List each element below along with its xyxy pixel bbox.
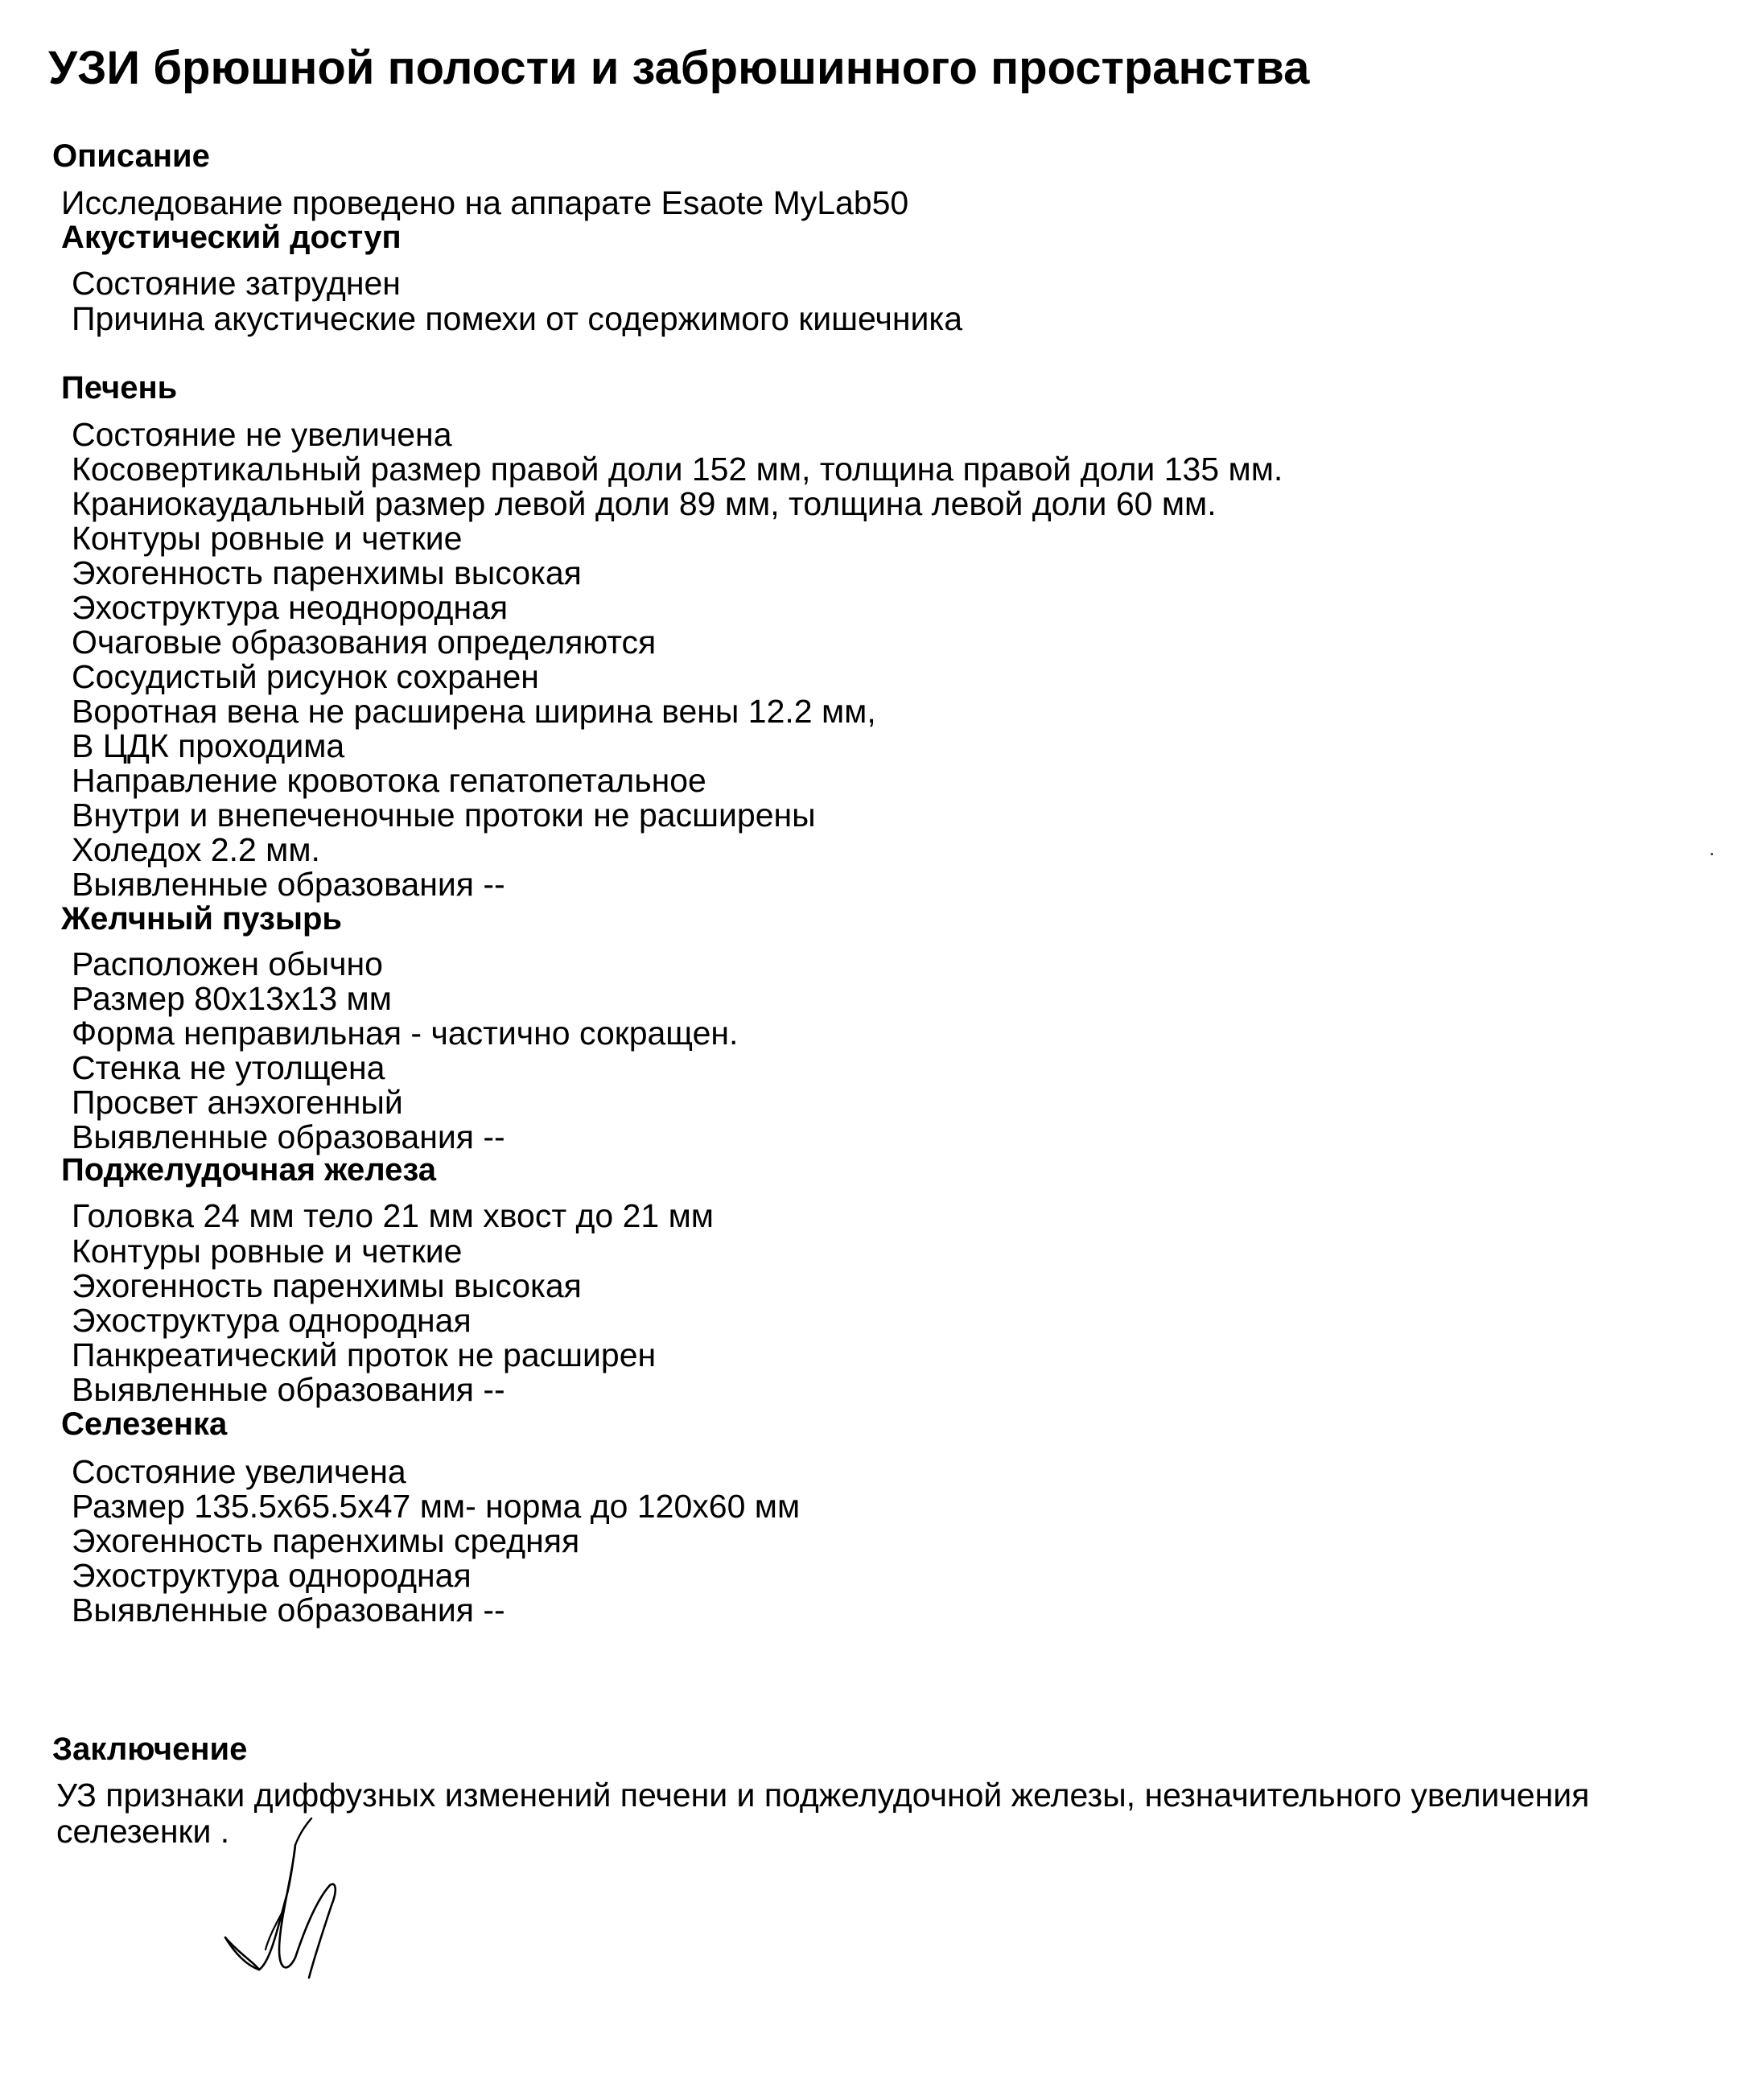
pancreas-line: Контуры ровные и четкие <box>72 1233 463 1270</box>
gallbladder-line: Расположен обычно <box>72 945 383 982</box>
spleen-line: Эхоструктура однородная <box>72 1557 472 1594</box>
spleen-line: Выявленные образования -- <box>72 1591 505 1629</box>
liver-line: Выявленные образования -- <box>72 866 505 903</box>
section-heading-gallbladder: Желчный пузырь <box>61 901 343 937</box>
acoustic-access-line: Причина акустические помехи от содержимого кишечника <box>72 300 963 337</box>
gallbladder-line: Стенка не утолщена <box>72 1049 385 1086</box>
liver-line: В ЦДК проходима <box>72 727 345 764</box>
gallbladder-line: Форма неправильная - частично сокращен. <box>72 1015 739 1052</box>
liver-line: Холедох 2.2 мм. <box>72 831 320 868</box>
liver-line: Контуры ровные и четкие <box>72 520 463 557</box>
conclusion-line: УЗ признаки диффузных изменений печени и поджелудочной железы, незначительного увеличения <box>56 1777 1590 1814</box>
liver-line: Эхоструктура неоднородная <box>72 589 509 626</box>
section-heading-acoustic-access: Акустический доступ <box>61 220 402 255</box>
liver-line: Очаговые образования определяются <box>72 624 657 661</box>
spleen-line: Состояние увеличена <box>72 1453 406 1490</box>
pancreas-line: Эхоструктура однородная <box>72 1302 472 1339</box>
section-heading-spleen: Селезенка <box>61 1406 228 1442</box>
spleen-line: Эхогенность паренхимы средняя <box>72 1522 580 1559</box>
liver-line: Состояние не увеличена <box>72 416 452 453</box>
section-heading-pancreas: Поджелудочная железа <box>61 1152 436 1188</box>
pancreas-line: Головка 24 мм тело 21 мм хвост до 21 мм <box>72 1197 714 1234</box>
gallbladder-line: Размер 80х13х13 мм <box>72 980 392 1017</box>
handwritten-signature <box>211 1817 376 1990</box>
liver-line: Направление кровотока гепатопетальное <box>72 762 706 799</box>
section-heading-liver: Печень <box>61 370 178 406</box>
section-heading-description: Описание <box>52 138 210 174</box>
gallbladder-line: Выявленные образования -- <box>72 1118 505 1155</box>
spleen-line: Размер 135.5х65.5х47 мм- норма до 120х60 мм <box>72 1488 801 1525</box>
device-line: Исследование проведено на аппарате Esaote MyLab50 <box>61 184 909 221</box>
pancreas-line: Эхогенность паренхимы высокая <box>72 1267 582 1304</box>
scan-speck <box>1711 853 1713 855</box>
acoustic-access-line: Состояние затруднен <box>72 265 401 302</box>
conclusion-line: селезенки . <box>56 1813 230 1850</box>
liver-line: Косовертикальный размер правой доли 152 мм, толщина правой доли 135 мм. <box>72 451 1283 488</box>
liver-line: Сосудистый рисунок сохранен <box>72 658 539 695</box>
liver-line: Краниокаудальный размер левой доли 89 мм, толщина левой доли 60 мм. <box>72 485 1217 522</box>
liver-line: Внутри и внепеченочные протоки не расширены <box>72 797 816 834</box>
liver-line: Эхогенность паренхимы высокая <box>72 554 582 591</box>
pancreas-line: Панкреатический проток не расширен <box>72 1336 657 1373</box>
pancreas-line: Выявленные образования -- <box>72 1371 505 1408</box>
section-heading-conclusion: Заключение <box>52 1731 248 1767</box>
page-title: УЗИ брюшной полости и забрюшинного пространства <box>48 42 1310 94</box>
liver-line: Воротная вена не расширена ширина вены 12.2 мм, <box>72 693 876 730</box>
gallbladder-line: Просвет анэхогенный <box>72 1084 403 1121</box>
